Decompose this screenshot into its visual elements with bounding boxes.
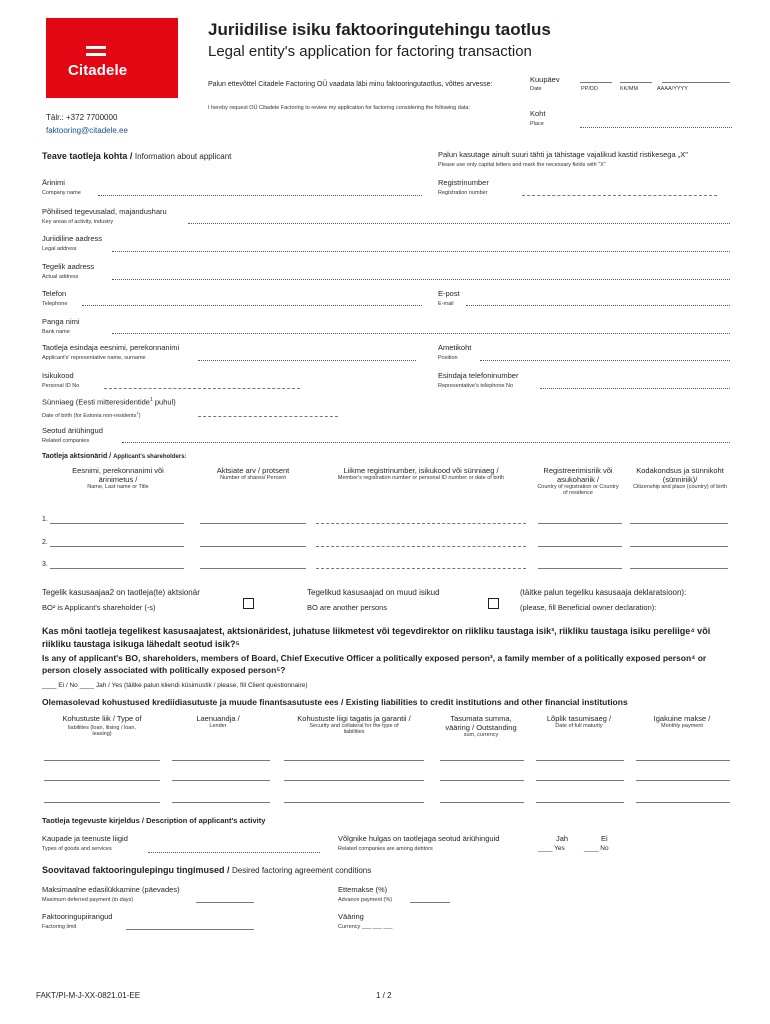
activity-field[interactable] <box>188 223 730 224</box>
sh-row-1-shares[interactable] <box>200 523 306 524</box>
related-label: Seotud äriühingud <box>42 426 103 435</box>
advance-field[interactable] <box>410 902 450 903</box>
intro-et: Palun ettevõttel Citadele Factoring OÜ vaadata läbi minu faktooringutaotlus, võttes arvesse: <box>208 81 493 88</box>
limit-label: Faktooringupiirangud <box>42 912 113 921</box>
liab-row-3-security[interactable] <box>284 802 424 803</box>
advance-label: Ettemakse (%) <box>338 885 388 894</box>
bo-other-checkbox[interactable] <box>488 598 499 609</box>
position-label-en: Position <box>438 355 458 361</box>
pep-question-et: Kas mõni taotleja tegelikest kasusaajatest, aktsionäridest, juhatuse liikmetest või tegevdirektor on riikliku taustaga isik³, riikliku taustaga isiku pereliige⁴ või riikliku taustaga isikuga lähedalt seotud isik?⁵ <box>42 626 711 649</box>
goods-field[interactable] <box>148 852 320 853</box>
related-label-en: Related companies <box>42 438 90 444</box>
sh-col-citizenship: Kodakondsus ja sünnikoht (sünniriik)/ Citizenship and place (country) of birth <box>633 466 727 490</box>
sh-row-2-country[interactable] <box>538 546 622 547</box>
liab-col-outstanding: Tasumata summa, vääring / Outstanding sum, currency <box>445 714 517 738</box>
debtors-no-field[interactable]: ____ No <box>584 845 609 852</box>
phone-label-en: Telephone <box>42 301 68 307</box>
regnum-label: Registrinumber <box>438 178 489 187</box>
form-code: FAKT/PI-M-J-XX-0821.01-EE <box>36 991 141 1000</box>
citadele-logo <box>46 18 178 98</box>
currency-field[interactable]: Currency ___ ___ ___ <box>338 924 393 930</box>
company-field[interactable] <box>98 195 422 196</box>
liab-row-2-maturity[interactable] <box>536 780 624 781</box>
idcode-label: Isikukood <box>42 371 74 380</box>
representative-label: Taotleja esindaja eesnimi, perekonnanimi <box>42 343 180 352</box>
bank-label: Panga nimi <box>42 317 80 326</box>
sh-col-country: Registreerimisriik või asukohariik / Country of registration or Country of residence <box>537 466 619 496</box>
liab-row-2-lender[interactable] <box>172 780 270 781</box>
actual-address-label-en: Actual address <box>42 274 79 280</box>
currency-label: Vääring <box>338 912 364 921</box>
date-mm-label: KK/MM <box>620 86 639 92</box>
sh-row-3-shares[interactable] <box>200 568 306 569</box>
page-number: 1 / 2 <box>376 991 392 1000</box>
advance-label-en: Advance payment (%) <box>338 897 393 903</box>
sh-row-3-country[interactable] <box>538 568 622 569</box>
liabilities-title: Olemasolevad kohustused krediidiasutuste ja muude finantsasutuste ees / Existing liabilities to credit institutions and other financial institutions <box>42 697 628 707</box>
email-label-en: E-mail <box>438 301 454 307</box>
rep-phone-label: Esindaja telefoninumber <box>438 371 519 380</box>
representative-field[interactable] <box>198 360 416 361</box>
logo-mark-bottom <box>86 53 106 56</box>
section-note-et: Palun kasutage ainult suuri tähti ja tähistage vajalikud kastid ristikesega „X" <box>438 150 688 159</box>
sh-row-3-name[interactable] <box>50 568 184 569</box>
date-year-field[interactable] <box>662 82 730 83</box>
idcode-field[interactable] <box>104 388 300 389</box>
sh-row-2-name[interactable] <box>50 546 184 547</box>
sh-row-1-country[interactable] <box>538 523 622 524</box>
logo-mark-top <box>86 46 106 49</box>
bo-declaration-label: (täitke palun tegeliku kasusaaja deklaratsioon): <box>520 588 687 597</box>
liab-row-3-monthly[interactable] <box>636 802 730 803</box>
sh-row-3-num: 3. <box>42 561 48 568</box>
bank-field[interactable] <box>112 333 730 334</box>
sh-row-3-citizenship[interactable] <box>630 568 728 569</box>
sh-col-shares: Aktsiate arv / protsent Number of shares/ Percent <box>216 466 290 481</box>
dob-field[interactable] <box>198 416 338 417</box>
company-label: Ärinimi <box>42 178 65 187</box>
liab-row-3-type[interactable] <box>44 802 160 803</box>
bo-declaration-label-en: (please, fill Beneficial owner declaration): <box>520 603 657 612</box>
sh-row-1-regnum[interactable] <box>316 523 526 524</box>
logo-text: Citadele <box>68 62 128 79</box>
phone-field[interactable] <box>82 305 422 306</box>
bo-other-label: Tegelikud kasusaajad on muud isikud <box>307 588 440 597</box>
liab-col-maturity: Lõplik tasumisaeg / Date of full maturity <box>546 714 612 729</box>
page-subtitle: Legal entity's application for factoring transaction <box>208 43 532 60</box>
deferred-label: Maksimaalne edasilükkamine (päevades) <box>42 885 180 894</box>
liab-row-1-maturity[interactable] <box>536 760 624 761</box>
limit-label-en: Factoring limit <box>42 924 77 930</box>
sh-row-1-citizenship[interactable] <box>630 523 728 524</box>
liab-row-1-monthly[interactable] <box>636 760 730 761</box>
legal-address-label-en: Legal address <box>42 246 77 252</box>
phone-label: Telefon <box>42 289 67 298</box>
sh-row-2-citizenship[interactable] <box>630 546 728 547</box>
date-yyyy-label: AAAA/YYYY <box>657 86 688 92</box>
bo-shareholder-label: Tegelik kasusaajaa2 on taotleja(te) aktsionär <box>42 588 200 597</box>
regnum-field[interactable] <box>522 195 717 196</box>
sh-row-2-regnum[interactable] <box>316 546 526 547</box>
sh-col-regnum: Liikme registrinumber, isikukood või sünniaeg / Member's registration number or personal ID number or date of birth <box>337 466 505 481</box>
place-field[interactable] <box>580 127 732 128</box>
email-label: E-post <box>438 289 460 298</box>
pep-answer[interactable]: ____ Ei / No ____ Jah / Yes (täitke palun kliendi küsimustik / please, fill Client questionnaire) <box>42 682 308 689</box>
date-month-field[interactable] <box>620 82 652 83</box>
debtors-yes-field[interactable]: ____ Yes <box>538 845 565 852</box>
goods-label: Kaupade ja teenuste liigid <box>42 834 128 843</box>
section-applicant-title: Teave taotleja kohta / Information about applicant <box>42 151 232 161</box>
liab-row-1-security[interactable] <box>284 760 424 761</box>
position-field[interactable] <box>480 360 730 361</box>
bo-shareholder-checkbox[interactable] <box>243 598 254 609</box>
sh-row-2-shares[interactable] <box>200 546 306 547</box>
activity-label-en: Key areas of activity, industry <box>42 219 114 225</box>
legal-address-label: Juriidiline aadress <box>42 234 103 243</box>
goods-label-en: Types of goods and services <box>42 846 112 852</box>
deferred-label-en: Maximum deferred payment (in days) <box>42 897 134 903</box>
bo-shareholder-label-en: BO² is Applicant's shareholder (-s) <box>42 603 156 612</box>
liab-row-2-monthly[interactable] <box>636 780 730 781</box>
sh-row-3-regnum[interactable] <box>316 568 526 569</box>
liab-col-security: Kohustuste liigi tagatis ja garantii / Security and collateral for the type of liabilities <box>297 714 411 735</box>
position-label: Ametikoht <box>438 343 472 352</box>
representative-label-en: Applicant's' representative name, surname <box>42 355 146 361</box>
liab-row-1-type[interactable] <box>44 760 160 761</box>
date-label: Kuupäev <box>530 75 560 84</box>
sh-row-1-name[interactable] <box>50 523 184 524</box>
regnum-label-en: Registration number <box>438 190 488 196</box>
terms-title: Soovitavad faktooringulepingu tingimused / Desired factoring agreement conditions <box>42 865 372 875</box>
debtors-yes-label: Jah <box>556 834 569 843</box>
date-day-field[interactable] <box>580 82 612 83</box>
page-title: Juriidilise isiku faktooringutehingu taotlus <box>208 20 551 39</box>
debtors-no-label: Ei <box>601 834 608 843</box>
date-label-en: Date <box>530 86 542 92</box>
section-note-en: Please use only capital letters and mark the necessary fields with "X" <box>438 162 606 168</box>
sh-col-name: Eesnimi, perekonnanimi või ärinimetus / Name, Last name or Title <box>72 466 164 490</box>
deferred-field[interactable] <box>196 902 254 903</box>
liab-col-type: Kohustuste liik / Type of liabilities (loan, liising / loan, leasing) <box>62 714 142 737</box>
rep-phone-field[interactable] <box>540 388 730 389</box>
liab-row-3-lender[interactable] <box>172 802 270 803</box>
debtors-label-en: Related companies are among debtors <box>338 846 433 852</box>
activity-desc-title: Taotleja tegevuste kirjeldus / Description of applicant's activity <box>42 816 266 825</box>
liab-row-2-outstanding[interactable] <box>440 780 524 781</box>
liab-row-1-lender[interactable] <box>172 760 270 761</box>
liab-row-1-outstanding[interactable] <box>440 760 524 761</box>
actual-address-field[interactable] <box>112 279 730 280</box>
activity-label: Põhilised tegevusalad, majandusharu <box>42 207 167 216</box>
pep-question-en: Is any of applicant's BO, shareholders, members of Board, Chief Executive Officer a politically exposed person³, a family member of a politically exposed person⁴ or person closely associated with politically exposed person⁵? <box>42 653 707 675</box>
sh-row-1-num: 1. <box>42 516 48 523</box>
limit-field[interactable] <box>126 929 254 930</box>
contact-phone: Tälr.: +372 7700000 <box>46 113 118 122</box>
shareholders-title: Taotleja aktsionärid / Applicant's shareholders: <box>42 453 187 460</box>
date-dd-label: PP/DD <box>581 86 598 92</box>
liab-col-monthly: Igakuine makse / Monthly payment <box>653 714 711 729</box>
liab-row-2-security[interactable] <box>284 780 424 781</box>
company-label-en: Company name <box>42 190 81 196</box>
related-field[interactable] <box>122 442 730 443</box>
email-field[interactable] <box>466 305 730 306</box>
dob-label-en: Date of birth (for Estonia non-residents$^1$) <box>42 410 141 419</box>
bank-label-en: Bank name <box>42 329 70 335</box>
intro-en: I hereby request OÜ Citadele Factoring to review my application for factoring considering the following data: <box>208 105 470 111</box>
place-label-en: Place <box>530 121 544 127</box>
idcode-label-en: Personal ID No <box>42 383 80 389</box>
debtors-label: Võlgnike hulgas on taotlejaga seotud äriühinguid <box>338 834 500 843</box>
liab-row-2-type[interactable] <box>44 780 160 781</box>
actual-address-label: Tegelik aadress <box>42 262 95 271</box>
liab-row-3-outstanding[interactable] <box>440 802 524 803</box>
bo-other-label-en: BO are another persons <box>307 603 388 612</box>
dob-label: Sünniaeg (Eesti mitteresidentide$^1$ puhul) <box>42 397 176 407</box>
liab-row-3-maturity[interactable] <box>536 802 624 803</box>
liab-col-lender: Laenuandja / Lender <box>196 714 240 729</box>
place-label: Koht <box>530 109 546 118</box>
sh-row-2-num: 2. <box>42 539 48 546</box>
contact-email[interactable]: faktooring@citadele.ee <box>46 126 128 135</box>
legal-address-field[interactable] <box>112 251 730 252</box>
rep-phone-label-en: Representative's telephone No <box>438 383 514 389</box>
